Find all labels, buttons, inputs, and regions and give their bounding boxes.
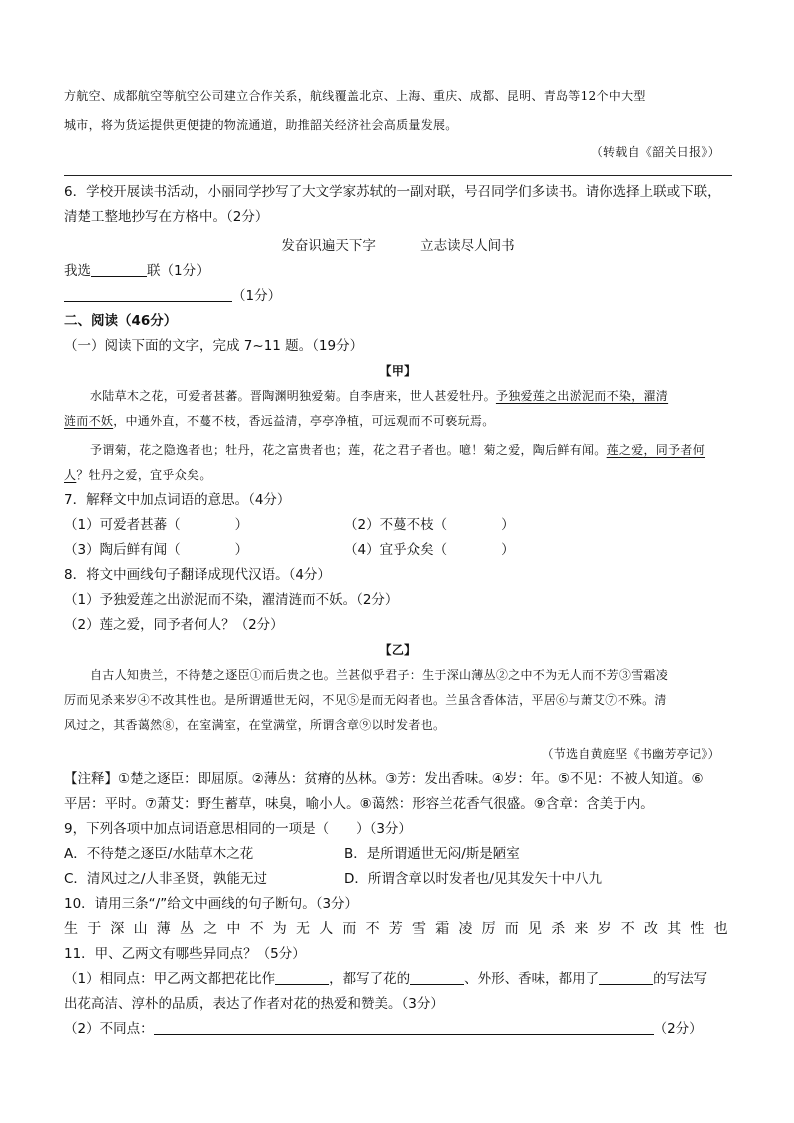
q10-title: 10．请用三条“/”给文中画线的句子断句。（3分） [64, 896, 359, 912]
jia-p2-rest: ？牡丹之爱，宜乎众矣。 [76, 468, 212, 482]
q6-line-2: 清楚工整地抄写在方格中。（2分） [64, 209, 269, 225]
q11-same-a: （1）相同点：甲乙两文都把花比作 [64, 971, 276, 987]
jia-p1 [64, 384, 732, 409]
yi-p3: 风过之，其香蔼然⑧，在室满室，在堂满堂，所谓含章⑨以时发者也。 [64, 718, 446, 732]
news-source: （转载自《韶关日报》） [590, 145, 720, 159]
couplet [64, 234, 732, 259]
q9-option-a[interactable]: A．不待楚之逐臣/水陆草木之花 [64, 846, 254, 862]
jia-p1-text: 水陆草木之花，可爱者甚蕃。晋陶渊明独爱菊。自李唐来，世人甚爱牡丹。 [90, 389, 496, 403]
q9-option-d[interactable]: D．所谓含章以时发者也/见其发矢十中八九 [344, 871, 602, 887]
q11-blank-3[interactable] [599, 970, 653, 985]
jia-p1-underline: 予独爱莲之出淤泥而不染，濯清 [495, 389, 669, 403]
q6-choose [64, 259, 732, 284]
jia-p2-cont [64, 463, 732, 488]
q11-same-cont: 出花高洁、淳朴的品质，表达了作者对花的热爱和赞美。（3分） [64, 996, 444, 1012]
section-part1: （一）阅读下面的文字，完成 7~11 题。（19分） [64, 338, 364, 354]
q8-title: 8．将文中画线句子翻译成现代汉语。（4分） [64, 567, 331, 583]
q7-item-4[interactable]: （4）宜乎众矣（ ） [344, 542, 515, 558]
choose-blank[interactable] [91, 262, 147, 277]
q11-diff-score: （2分） [653, 1021, 703, 1037]
jia-p1-cont [64, 409, 732, 434]
q7-row-2 [64, 538, 732, 563]
jia-label: 【甲】 [379, 364, 417, 378]
q7-row-1 [64, 513, 732, 538]
couplet-up: 发奋识遍天下字 [281, 238, 376, 254]
choose-suffix: 联（1分） [147, 263, 210, 279]
couplet-down: 立志读尽人间书 [420, 238, 515, 254]
yi-p2: 厉而见杀来岁④不改其性也。是所谓遁世无闷，不见⑤是而无闷者也。兰虽含香体洁，平居⑥与萧艾⑦不殊。清 [64, 693, 667, 707]
exam-page [64, 80, 737, 1042]
q10-sentence: 生于深山薄丛之中不为无人而不芳雪霜凌厉而见杀来岁不改其性也 [64, 921, 737, 937]
q7-item-2[interactable]: （2）不蔓不枝（ ） [344, 517, 515, 533]
yi-source: （节选自黄庭坚《书幽芳亭记》） [541, 747, 720, 761]
q11-diff-label: （2）不同点： [64, 1021, 154, 1037]
jia-p2-text: 予谓菊，花之隐逸者也；牡丹，花之富贵者也；莲，花之君子者也。噫！菊之爱，陶后鲜有闻。 [90, 443, 607, 457]
yi-label: 【乙】 [379, 643, 417, 657]
q8-item-1: （1）予独爱莲之出淤泥而不染，濯清涟而不妖。（2分） [64, 592, 399, 608]
q7-title: 7．解释文中加点词语的意思。（4分） [64, 492, 291, 508]
q11-diff [64, 1017, 732, 1042]
q11-blank-1[interactable] [275, 970, 329, 985]
q11-same-c: 、外形、香味，都用了 [464, 971, 600, 987]
q8-item-2: （2）莲之爱，同予者何人？（2分） [64, 617, 284, 633]
q9-option-b[interactable]: B．是所谓遁世无闷/斯是陋室 [344, 846, 520, 862]
jia-p1-rest: ，中通外直，不蔓不枝，香远益清，亭亭净植，可远观而不可亵玩焉。 [113, 414, 495, 428]
notes-line-1: 【注释】①楚之逐臣：即屈原。②薄丛：贫瘠的丛林。③芳：发出香味。④岁：年。⑤不见：不被人知道。⑥ [64, 771, 704, 787]
notes-line-2: 平居：平时。⑦萧艾：野生蓄草，味臭，喻小人。⑧蔼然：形容兰花香气很盛。⑨含章：含美于内。 [64, 796, 654, 812]
q9-row-2 [64, 867, 732, 892]
q6-line-1: 6．学校开展读书活动，小丽同学抄写了大文学家苏轼的一副对联，号召同学们多读书。请你选择上联或下联， [64, 184, 721, 200]
q11-same-d: 的写法写 [653, 971, 708, 987]
jia-p1-underline-2: 涟而不妖 [64, 414, 114, 428]
news-line-1: 方航空、成都航空等航空公司建立合作关系，航线覆盖北京、上海、重庆、成都、昆明、青岛等12个中大型 [64, 89, 646, 103]
q11-diff-blank[interactable] [154, 1020, 654, 1035]
q11-blank-2[interactable] [410, 970, 464, 985]
q6-copy [64, 284, 732, 309]
copy-score: （1分） [232, 288, 282, 304]
q7-item-1[interactable]: （1）可爱者甚蕃（ ） [64, 517, 249, 533]
q9-option-c[interactable]: C．清风过之/人非圣贤，孰能无过 [64, 871, 267, 887]
jia-p2 [64, 438, 732, 463]
divider [64, 175, 732, 176]
q11-same-b: ，都写了花的 [329, 971, 411, 987]
copy-blank[interactable] [64, 287, 232, 302]
section-title: 二、阅读（46分） [64, 313, 178, 329]
q9-row-1 [64, 842, 732, 867]
q11-same [64, 967, 732, 992]
jia-p2-underline: 莲之爱，同予者何 [606, 443, 706, 457]
q7-item-3[interactable]: （3）陶后鲜有闻（ ） [64, 542, 249, 558]
q9-title: 9，下列各项中加点词语意思相同的一项是（ ）（3分） [64, 821, 412, 837]
choose-prefix: 我选 [64, 263, 91, 279]
jia-p2-underline-2: 人 [64, 468, 77, 482]
news-line-2: 城市，将为货运提供更便捷的物流通道，助推韶关经济社会高质量发展。 [64, 118, 458, 132]
q11-title: 11．甲、乙两文有哪些异同点？（5分） [64, 946, 306, 962]
yi-p1: 自古人知贵兰，不待楚之逐臣①而后贵之也。兰甚似乎君子：生于深山薄丛②之中不为无人而不芳③雪霜凌 [90, 668, 669, 682]
